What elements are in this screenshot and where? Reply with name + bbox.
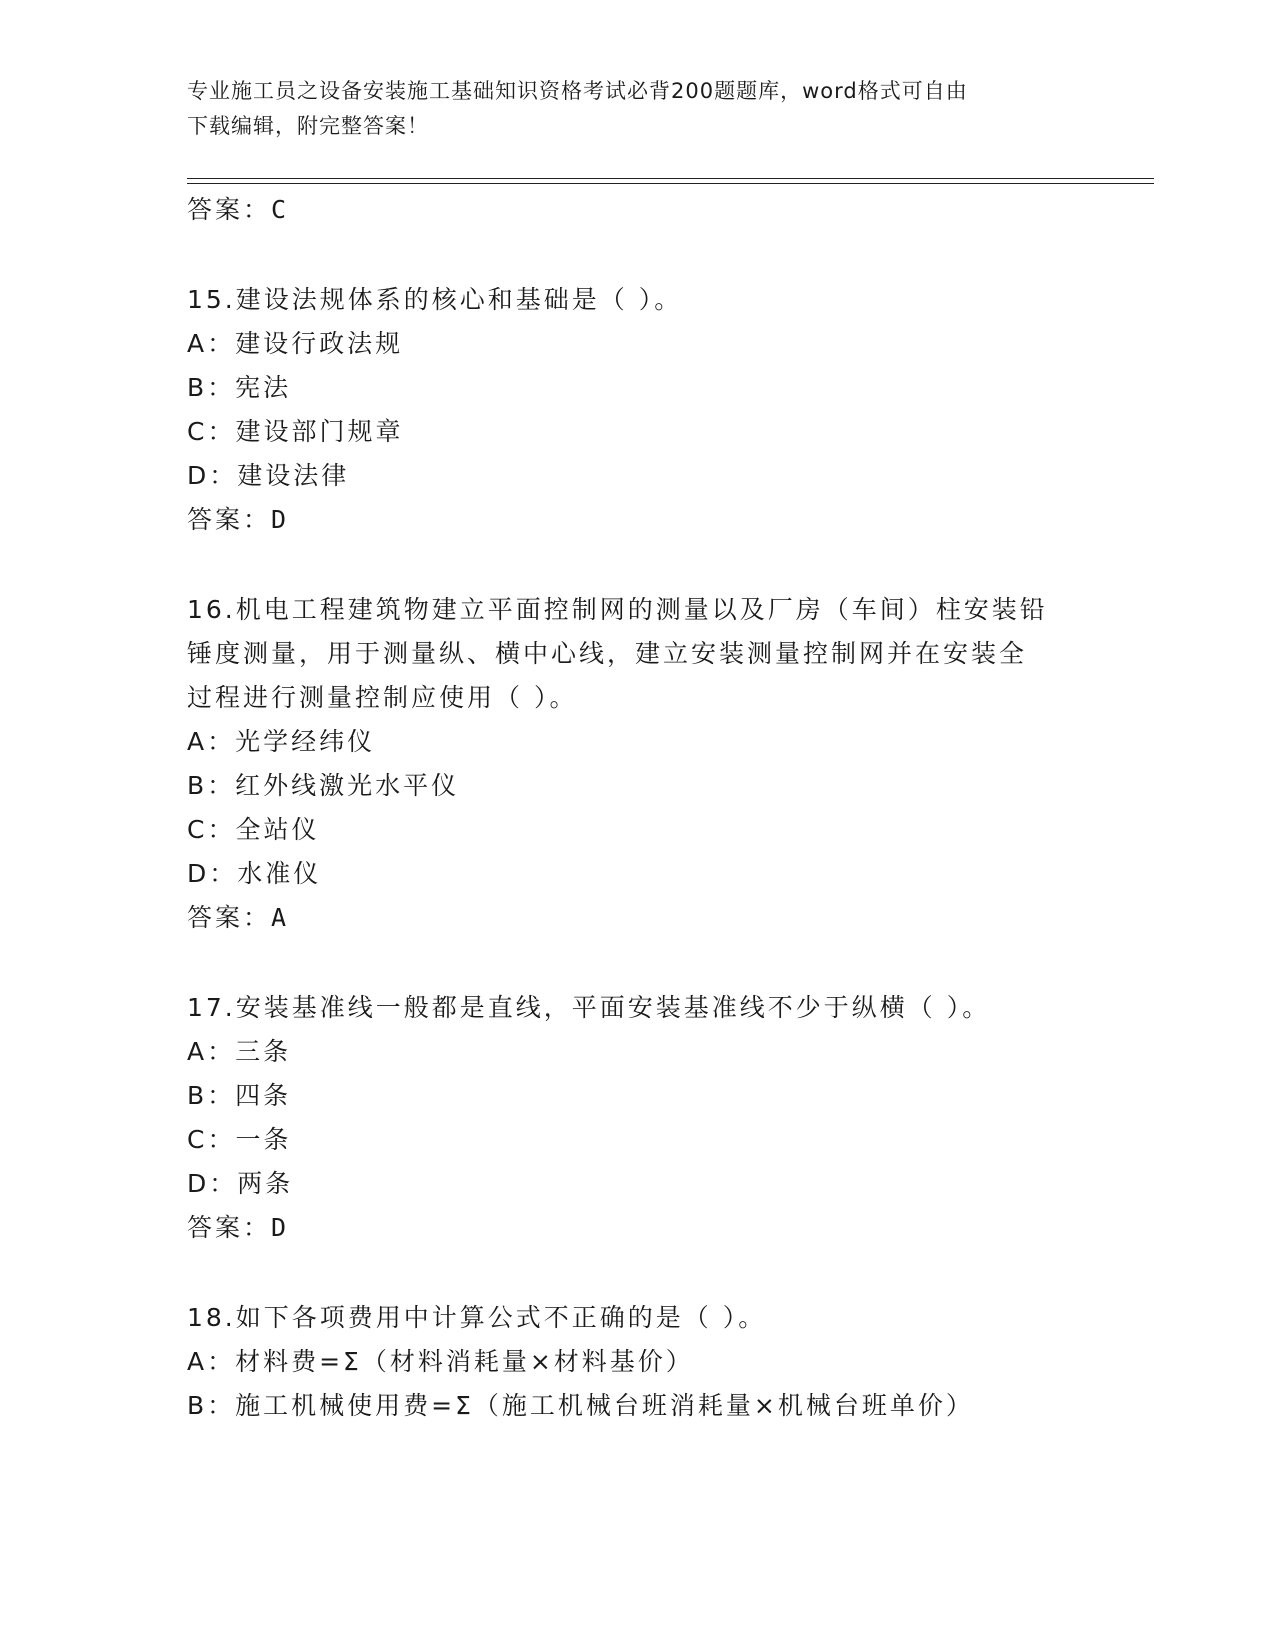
answer-value: D	[271, 505, 290, 534]
header-line-2: 下载编辑，附完整答案！	[187, 114, 429, 138]
question-16-stem-line-1: 16.机电工程建筑物建立平面控制网的测量以及厂房（车间）柱安装铅	[187, 595, 1048, 624]
question-17-option-c: C：一条	[187, 1125, 292, 1154]
question-15-option-a: A：建设行政法规	[187, 329, 404, 358]
answer-label: 答案：	[187, 195, 272, 224]
document-header	[187, 74, 1067, 144]
question-15-stem: 15.建设法规体系的核心和基础是（ ）。	[187, 285, 683, 314]
answer-value: D	[271, 1213, 290, 1242]
answer-value: C	[271, 195, 290, 224]
question-17-option-b: B：四条	[187, 1081, 292, 1110]
question-16-stem-line-2: 锤度测量，用于测量纵、横中心线，建立安装测量控制网并在安装全	[187, 639, 1028, 668]
question-15-answer	[187, 505, 289, 535]
question-16-option-b: B：红外线激光水平仪	[187, 771, 460, 800]
answer-label: 答案：	[187, 1213, 272, 1242]
question-18-option-b: B：施工机械使用费=Σ（施工机械台班消耗量×机械台班单价）	[187, 1391, 974, 1420]
question-17-option-d: D：两条	[187, 1169, 294, 1198]
question-17-stem: 17.安装基准线一般都是直线，平面安装基准线不少于纵横（ ）。	[187, 993, 991, 1022]
previous-answer	[187, 195, 289, 225]
question-15-option-b: B：宪法	[187, 373, 292, 402]
question-18-stem: 18.如下各项费用中计算公式不正确的是（ ）。	[187, 1303, 767, 1332]
header-divider-bottom	[187, 183, 1154, 184]
answer-label: 答案：	[187, 903, 272, 932]
question-16-answer	[187, 903, 289, 933]
question-16-option-d: D：水准仪	[187, 859, 322, 888]
header-divider-top	[187, 178, 1154, 179]
question-16-option-c: C：全站仪	[187, 815, 320, 844]
question-15-option-c: C：建设部门规章	[187, 417, 404, 446]
question-18-option-a: A：材料费=Σ（材料消耗量×材料基价）	[187, 1347, 694, 1376]
answer-value: A	[271, 903, 290, 932]
question-15-option-d: D：建设法律	[187, 461, 350, 490]
question-17-option-a: A：三条	[187, 1037, 292, 1066]
question-16-stem-line-3: 过程进行测量控制应使用（ ）。	[187, 683, 578, 712]
question-16-option-a: A：光学经纬仪	[187, 727, 376, 756]
answer-label: 答案：	[187, 505, 272, 534]
question-17-answer	[187, 1213, 289, 1243]
header-line-1: 专业施工员之设备安装施工基础知识资格考试必背200题题库，word格式可自由	[187, 79, 968, 103]
